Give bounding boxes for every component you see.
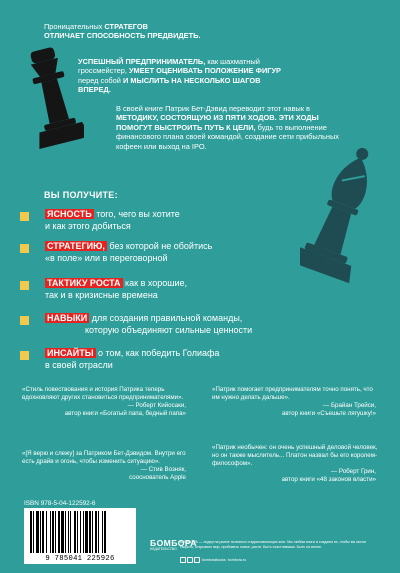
publisher-description: БОМБОРА — лидер на рынке полезных и вдохновляющих книг. Мы любим книги и создаем их, чтобы вы могли творить, открывать мир, пробовать новое, расти. Быть счастливыми. Быть на волне. [180,540,367,549]
intro-emphasis: УМЕЕТ ОЦЕНИВАТЬ ПОЛОЖЕНИЕ ФИГУР [128,66,281,76]
quote-block [212,386,382,418]
quote-author: — Роберт Грин, [330,468,376,475]
intro-text: будь то выполнение финансового плана своей командой, создание сети прибыльных кофеен или выход на IPO. [116,122,339,151]
barcode-icon [30,511,130,553]
intro-emphasis: УСПЕШНЫЙ ПРЕДПРИНИМАТЕЛЬ, [78,57,206,66]
quote-block [22,386,192,418]
quote-text: «Стиль повествования и история Патрика теперь вдохновляют других становиться предпринимателями». [22,386,184,401]
intro-paragraph-2 [78,57,288,95]
quote-text: «Патрик помогает предпринимателям точно понять, что им нужно делать дальше». [212,386,373,401]
intro-paragraph-1 [44,22,274,41]
quote-author: — Стив Возняк, [140,466,186,473]
social-links [180,557,380,563]
intro-emphasis: ОТЛИЧАЕТ СПОСОБНОСТЬ ПРЕДВИДЕТЬ. [44,31,201,41]
benefit-item [20,241,320,271]
quote-text: «[Я верю и слежу] за Патриком Бет-Дэвидом. Внутри его есть драйв и огонь, чтобы изменить ситуацию». [22,450,186,465]
bishop-chess-piece-icon [300,140,380,290]
publisher-logo-subtitle: ИЗДАТЕЛЬСТВО [150,547,177,551]
intro-emphasis: И МЫСЛИТЬ НА НЕСКОЛЬКО ШАГОВ ВПЕРЕД. [78,75,261,95]
bullet-square-icon [20,351,29,360]
quote-text: «Патрик необычен: он очень успешный деловой человек, но он также мыслитель... Платон назвал бы его королем-философом». [212,444,378,467]
instagram-icon [187,557,193,563]
youtube-icon [194,557,200,563]
bullet-square-icon [20,212,29,221]
intro-text: В своей книге Патрик Бет-Дэвид переводит этот навык в [116,104,310,113]
intro-emphasis: МЕТОДИКУ, СОСТОЯЩУЮ ИЗ ПЯТИ ХОДОВ. ЭТИ ХОДЫ ПОМОГУТ ВЫСТРОИТЬ ПУТЬ К ЦЕЛИ, [116,113,319,132]
benefit-item [20,209,320,239]
bullet-square-icon [20,244,29,253]
benefits-heading: ВЫ ПОЛУЧИТЕ: [44,190,118,200]
quote-author: — Роберт Кийосаки, [127,402,186,409]
isbn-label: ISBN 978-5-04-122592-6 [24,500,96,507]
quote-author-role: автор книги «Богатый папа, бедный папа» [64,410,186,417]
quote-author-role: автор книги «Съешьте лягушку!» [281,410,376,417]
barcode-number: 9 785041 225926 [45,555,115,563]
benefit-text: СТРАТЕГИЮ, без которой не обойтись «в поле» или в переговорной [45,241,213,263]
benefit-item [20,313,320,343]
benefit-text: ТАКТИКУ РОСТА как в хорошие, так и в кризисные времена [45,278,188,300]
publisher-logo: БОМБОРА [150,538,197,548]
intro-text: Проницательных [44,22,105,31]
quote-author-role: сооснователь Apple [129,474,186,481]
bullet-square-icon [20,316,29,325]
social-handle: bomborabooks [202,557,226,562]
intro-text: как шахматный гроссмейстер, [78,57,260,76]
intro-text: перед собой [78,75,123,85]
benefit-text: НАВЫКИ для создания правильной команды, которую объединяют сильные ценности [47,313,253,335]
imprint-area [24,500,386,570]
publisher-website: bombora.ru [227,557,247,562]
vk-icon [180,557,186,563]
benefit-item [20,278,320,308]
barcode [24,508,136,564]
benefit-text: ИНСАЙТЫ о том, как победить Голиафа в своей отрасли [45,348,220,370]
bullet-square-icon [20,281,29,290]
quote-author-role: автор книги «48 законов власти» [281,476,376,483]
quote-block [22,450,192,482]
intro-emphasis: СТРАТЕГОВ [104,22,148,31]
quote-block [212,444,382,484]
king-chess-piece-icon [24,40,84,158]
benefit-text: ЯСНОСТЬ того, чего вы хотите и как этого добиться [45,209,180,231]
quote-author: — Брайан Трейси, [323,402,376,409]
benefit-item [20,348,320,378]
